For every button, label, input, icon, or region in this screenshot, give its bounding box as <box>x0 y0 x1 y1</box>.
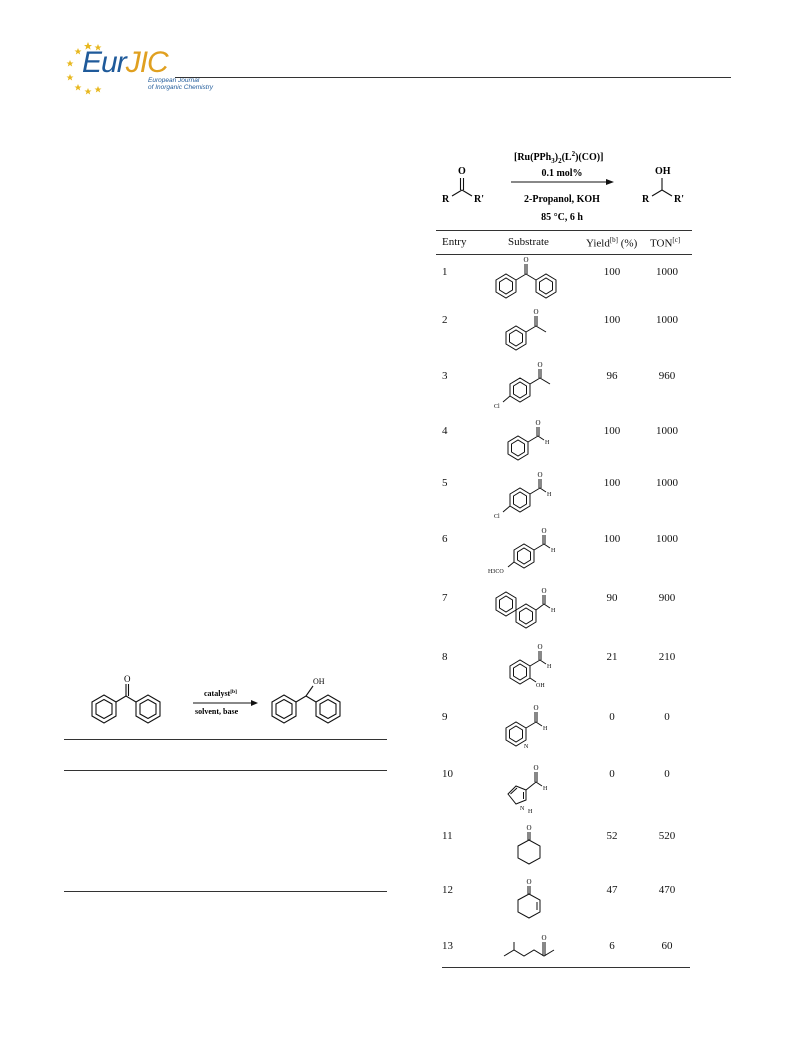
reaction-conditions: 85 °C, 6 h <box>541 212 583 223</box>
svg-text:H: H <box>543 726 548 732</box>
row-4-entry: 4 <box>442 425 448 437</box>
svg-text:O: O <box>537 362 543 369</box>
row-7-entry: 7 <box>442 592 448 604</box>
row-5-yield: 100 <box>603 477 621 489</box>
header-rule <box>175 77 731 78</box>
row-7-ton: 900 <box>658 592 676 604</box>
svg-text:H: H <box>543 786 548 792</box>
svg-text:O: O <box>526 824 532 832</box>
logo-sub-line2: of Inorganic Chemistry <box>148 84 214 91</box>
svg-text:O: O <box>541 934 547 942</box>
svg-text:H: H <box>547 492 552 498</box>
product-oh-label: OH <box>655 166 671 177</box>
substrate-13-methylpentanone <box>486 930 576 982</box>
svg-text:O: O <box>533 308 539 316</box>
table-rule-header <box>436 254 692 255</box>
row-11-ton: 520 <box>658 830 676 842</box>
svg-text:N: N <box>520 806 525 812</box>
row-12-yield: 47 <box>606 884 618 896</box>
svg-text:H: H <box>551 608 556 614</box>
table-rule-top <box>436 230 692 231</box>
substrate-5-chlorobenzaldehyde <box>486 472 576 524</box>
svg-text:O: O <box>537 472 543 479</box>
row-8-yield: 21 <box>606 651 618 663</box>
row-13-entry: 13 <box>442 940 453 952</box>
col-header-entry: Entry <box>442 236 467 248</box>
svg-text:H3CO: H3CO <box>488 569 504 575</box>
substrate-11-cyclohexanone <box>486 824 576 876</box>
row-5-ton: 1000 <box>656 477 678 489</box>
svg-text:H: H <box>551 548 556 554</box>
row-8-ton: 210 <box>658 651 676 663</box>
svg-text:O: O <box>533 764 539 772</box>
substrate-6-methoxybenzaldehyde <box>486 528 576 580</box>
row-11-yield: 52 <box>606 830 618 842</box>
svg-text:Cl: Cl <box>494 514 500 520</box>
substrate-4-benzaldehyde <box>486 418 576 470</box>
substrate-8-salicylaldehyde <box>486 642 576 694</box>
svg-text:H: H <box>545 440 550 446</box>
substrate-7-naphthaldehyde <box>486 584 576 636</box>
row-5-entry: 5 <box>442 477 448 489</box>
left-reaction-scheme <box>80 672 380 732</box>
row-12-entry: 12 <box>442 884 453 896</box>
svg-text:OH: OH <box>536 683 545 689</box>
reactant-o-label: O <box>458 166 466 177</box>
left-table-rule-bottom <box>64 891 387 892</box>
col-header-ton: TON[c] <box>650 236 681 250</box>
row-8-entry: 8 <box>442 651 448 663</box>
substrate-12-cyclohexenone <box>486 878 576 930</box>
svg-text:O: O <box>537 643 543 651</box>
row-12-ton: 470 <box>658 884 676 896</box>
row-1-entry: 1 <box>442 266 448 278</box>
svg-text:O: O <box>526 878 532 886</box>
logo-main-text: Eur <box>82 46 126 79</box>
journal-logo-subtitle <box>148 77 213 91</box>
journal-logo-wordmark <box>82 48 168 78</box>
col-header-substrate: Substrate <box>508 236 549 248</box>
row-9-entry: 9 <box>442 711 448 723</box>
row-3-ton: 960 <box>658 370 676 382</box>
svg-text:O: O <box>541 528 547 535</box>
row-1-ton: 1000 <box>656 266 678 278</box>
row-10-yield: 0 <box>609 768 615 780</box>
svg-text:O: O <box>541 587 547 595</box>
catalyst-formula: $[Ru(PPh_3)_2(L^2)(CO)]$ <box>514 150 604 165</box>
reaction-solvent: 2-Propanol, KOH <box>524 194 600 205</box>
row-9-ton: 0 <box>664 711 670 723</box>
row-2-ton: 1000 <box>656 314 678 326</box>
row-10-entry: 10 <box>442 768 453 780</box>
svg-text:O: O <box>535 419 541 427</box>
logo-sub-line1: European Journal <box>148 77 200 84</box>
reactant-r-label: R <box>442 194 450 205</box>
row-6-entry: 6 <box>442 533 448 545</box>
row-9-yield: 0 <box>609 711 615 723</box>
substrate-10-pyrrolecarbaldehyde <box>486 762 576 814</box>
row-3-yield: 96 <box>606 370 618 382</box>
row-10-ton: 0 <box>664 768 670 780</box>
substrate-1-benzophenone <box>486 256 576 308</box>
substrate-2-acetophenone <box>486 308 576 360</box>
row-3-entry: 3 <box>442 370 448 382</box>
catalyst-loading: 0.1 mol% <box>541 168 583 179</box>
row-13-ton: 60 <box>661 940 673 952</box>
col-header-yield: Yield[b] (%) <box>586 236 638 250</box>
svg-text:N: N <box>524 744 529 750</box>
product-r-prime-label: R' <box>674 194 684 205</box>
logo-accent-text: JIC <box>125 46 168 79</box>
row-6-ton: 1000 <box>656 533 678 545</box>
right-reaction-scheme <box>436 140 706 230</box>
substrate-9-pyridinecarbaldehyde <box>486 702 576 754</box>
left-table-rule-top <box>64 739 387 740</box>
reactant-r-prime-label: R' <box>474 194 484 205</box>
reactant-oxygen-label: O <box>124 674 131 684</box>
row-4-ton: 1000 <box>656 425 678 437</box>
svg-text:O: O <box>523 256 529 264</box>
arrow-conditions-label: solvent, base <box>195 707 239 716</box>
product-oh-label: OH <box>313 677 325 686</box>
arrow-catalyst-label: catalyst[b] <box>204 689 237 698</box>
row-1-yield: 100 <box>603 266 621 278</box>
substrate-3-chloroacetophenone <box>486 362 576 414</box>
row-2-yield: 100 <box>603 314 621 326</box>
row-2-entry: 2 <box>442 314 448 326</box>
left-table-rule-mid <box>64 770 387 771</box>
row-11-entry: 11 <box>442 830 453 842</box>
svg-text:H: H <box>547 664 552 670</box>
row-13-yield: 6 <box>609 940 615 952</box>
product-r-label: R <box>642 194 650 205</box>
svg-text:Cl: Cl <box>494 404 500 410</box>
svg-text:O: O <box>533 704 539 712</box>
svg-text:H: H <box>528 809 533 814</box>
row-7-yield: 90 <box>606 592 618 604</box>
row-4-yield: 100 <box>603 425 621 437</box>
row-6-yield: 100 <box>603 533 621 545</box>
